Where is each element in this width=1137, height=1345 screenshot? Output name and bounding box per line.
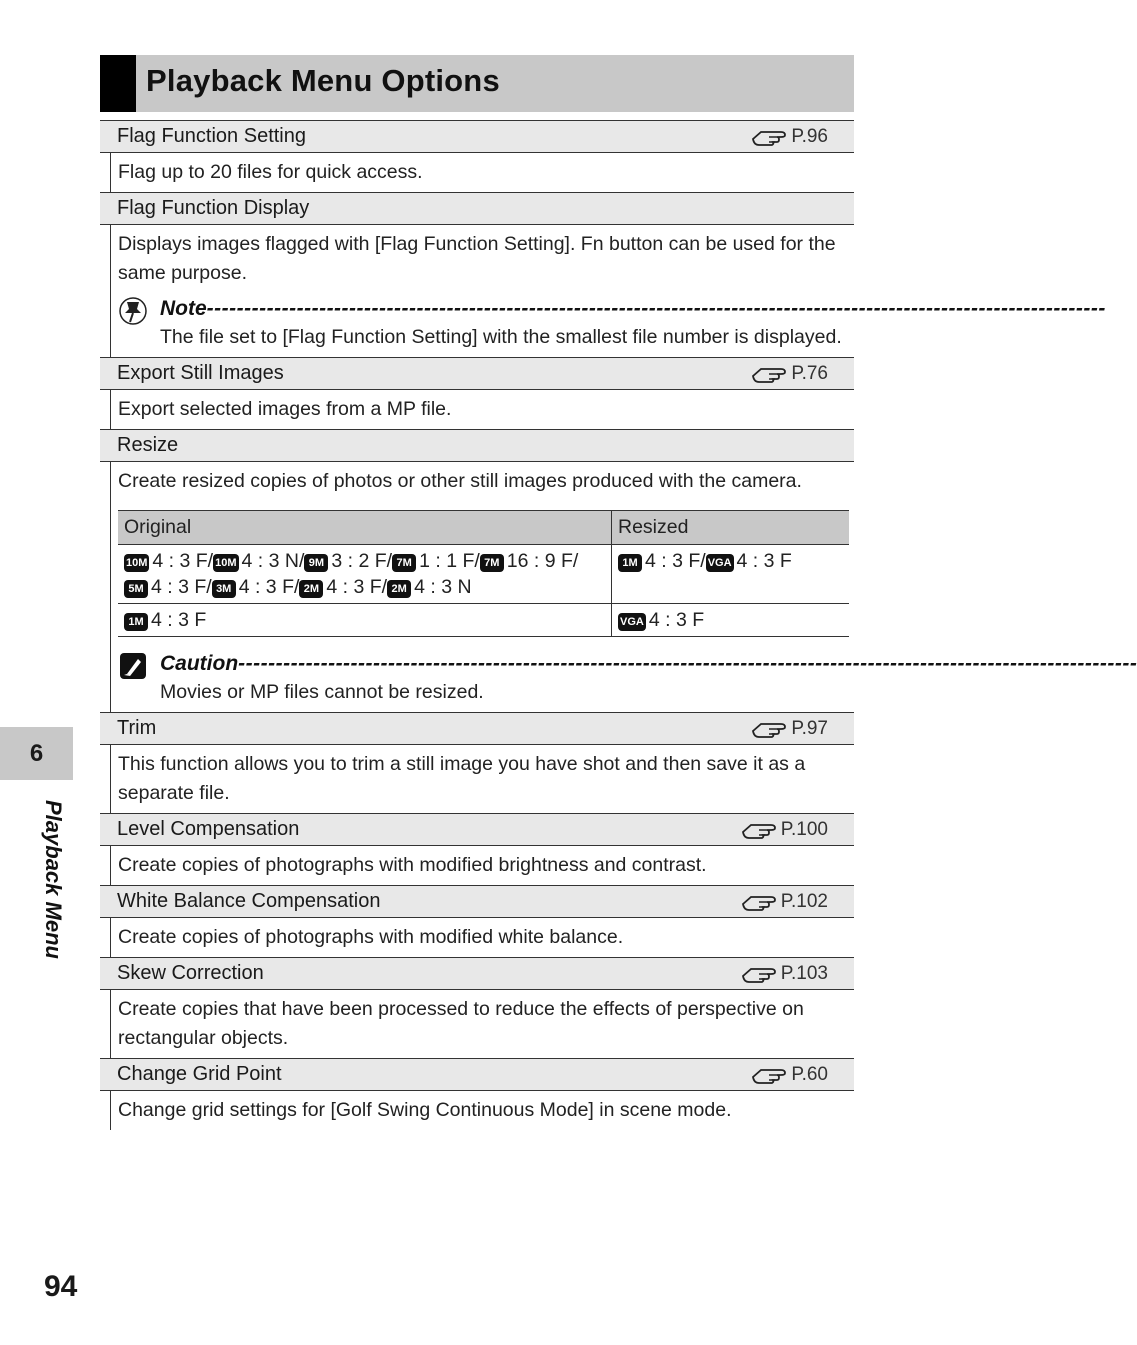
resized-cell (612, 604, 850, 637)
option-description (110, 225, 1106, 357)
page-reference[interactable] (751, 121, 828, 152)
note-text: The file set to [Flag Function Setting] with the smallest file number is displayed. (160, 326, 842, 348)
option-description (110, 918, 854, 957)
option-header (100, 957, 854, 990)
caution-heading (160, 649, 1137, 678)
column-header: Original (118, 511, 612, 545)
ratio-label: 16 : 9 F/ (506, 550, 579, 572)
page-reference[interactable] (751, 713, 828, 744)
option-header (100, 813, 854, 846)
option-title: Level Compensation (117, 818, 300, 840)
caution-text: Movies or MP files cannot be resized. (160, 681, 484, 703)
note-block (118, 294, 1106, 352)
option-description (110, 846, 854, 885)
page-reference[interactable] (751, 358, 828, 389)
size-badge-icon: 10M (124, 554, 149, 572)
caution-block (118, 649, 1137, 707)
caution-rule: ------------------------------------------------------------------------------------------------------------------------ (238, 652, 1137, 675)
resized-cell (612, 545, 850, 604)
reference-hand-icon (741, 892, 779, 912)
description-text: Create copies of photographs with modified brightness and contrast. (118, 854, 707, 876)
size-badge-icon: 7M (392, 554, 416, 572)
note-pin-icon (118, 296, 148, 326)
description-text: This function allows you to trim a still image you have shot and then save it as a separate file. (118, 753, 806, 804)
size-badge-icon: 2M (299, 580, 323, 598)
chapter-number: 6 (29, 740, 44, 767)
option-title: Trim (117, 717, 157, 739)
original-cell (118, 545, 612, 604)
page-reference-label: P.103 (780, 963, 828, 984)
ratio-label: 4 : 3 F/ (238, 576, 300, 598)
size-badge-icon: 3M (212, 580, 236, 598)
size-badge-icon: 2M (387, 580, 411, 598)
note-icon-wrap (118, 296, 148, 335)
page-reference-label: P.96 (791, 126, 828, 147)
option-description (110, 1091, 854, 1130)
description-text: Displays images flagged with [Flag Function Setting]. Fn button can be used for the same purpose. (118, 233, 836, 284)
size-badge-icon: VGA (618, 613, 646, 631)
reference-hand-icon (741, 964, 779, 984)
note-label: Note (160, 297, 207, 320)
option-header (100, 120, 854, 153)
option-description (110, 990, 854, 1058)
page-reference[interactable] (741, 814, 828, 845)
option-description (110, 390, 854, 429)
description-text: Export selected images from a MP file. (118, 398, 452, 420)
option-title: Export Still Images (117, 362, 284, 384)
ratio-label: 4 : 3 F/ (151, 576, 212, 598)
description-text: Create resized copies of photos or other still images produced with the camera. (118, 470, 802, 492)
page-reference-label: P.97 (791, 718, 828, 739)
reference-hand-icon (741, 820, 779, 840)
ratio-label: 4 : 3 F/ (326, 576, 388, 598)
size-badge-icon: 9M (304, 554, 328, 572)
ratio-label: 4 : 3 F/ (645, 550, 706, 572)
option-title: White Balance Compensation (117, 890, 381, 912)
option-header (100, 429, 854, 462)
option-title: Flag Function Setting (117, 125, 306, 147)
description-text: Create copies of photographs with modified white balance. (118, 926, 624, 948)
caution-icon (118, 651, 148, 681)
column-header: Resized (612, 511, 850, 545)
title-bar (100, 55, 854, 112)
reference-hand-icon (751, 127, 789, 147)
size-badge-icon: 7M (480, 554, 504, 572)
ratio-label: 4 : 3 N (414, 576, 472, 598)
reference-hand-icon (751, 719, 789, 739)
ratio-label: 4 : 3 F (736, 550, 792, 572)
option-header (100, 357, 854, 390)
resize-table (118, 510, 849, 637)
option-description (110, 745, 854, 813)
page-reference-label: P.60 (791, 1064, 828, 1085)
page-reference-label: P.76 (791, 363, 828, 384)
page-reference[interactable] (741, 958, 828, 989)
option-title: Flag Function Display (117, 197, 310, 219)
page-reference[interactable] (751, 1059, 828, 1090)
note-rule: ------------------------------------------------------------------------------------------------------------------------ (206, 297, 1106, 320)
title-accent-block (100, 55, 136, 112)
note-heading (160, 294, 1106, 323)
page-reference-label: P.100 (780, 819, 828, 840)
size-badge-icon: VGA (706, 554, 734, 572)
caution-label: Caution (160, 652, 239, 675)
size-badge-icon: 5M (124, 580, 148, 598)
ratio-label: 4 : 3 F (648, 609, 705, 631)
option-description (110, 462, 1137, 712)
size-badge-icon: 1M (124, 613, 148, 631)
option-header (100, 1058, 854, 1091)
ratio-label: 3 : 2 F/ (331, 550, 393, 572)
page-reference-label: P.102 (780, 891, 828, 912)
original-cell (118, 604, 612, 637)
option-title: Resize (117, 434, 179, 456)
page-title: Playback Menu Options (146, 63, 500, 98)
table-row (118, 604, 849, 637)
caution-icon-wrap (118, 651, 148, 690)
option-header (100, 712, 854, 745)
option-title: Skew Correction (117, 962, 264, 984)
option-title: Change Grid Point (117, 1063, 282, 1085)
description-text: Create copies that have been processed to reduce the effects of perspective on rectangular objects. (118, 998, 804, 1049)
reference-hand-icon (751, 364, 789, 384)
description-text: Flag up to 20 files for quick access. (118, 161, 423, 183)
ratio-label: 1 : 1 F/ (419, 550, 480, 572)
chapter-tab[interactable] (0, 727, 73, 780)
ratio-label: 4 : 3 F (151, 609, 207, 631)
page-reference[interactable] (741, 886, 828, 917)
option-header (100, 192, 854, 225)
ratio-label: 4 : 3 N/ (241, 550, 305, 572)
reference-hand-icon (751, 1065, 789, 1085)
chapter-label: Playback Menu (41, 800, 66, 959)
option-header (100, 885, 854, 918)
option-description (110, 153, 854, 192)
size-badge-icon: 1M (618, 554, 642, 572)
ratio-label: 4 : 3 F/ (152, 550, 214, 572)
size-badge-icon: 10M (213, 554, 238, 572)
page-number: 94 (44, 1270, 78, 1303)
table-header-row (118, 511, 849, 545)
description-text: Change grid settings for [Golf Swing Continuous Mode] in scene mode. (118, 1099, 732, 1121)
options-list (100, 120, 1137, 1130)
table-row (118, 545, 849, 604)
